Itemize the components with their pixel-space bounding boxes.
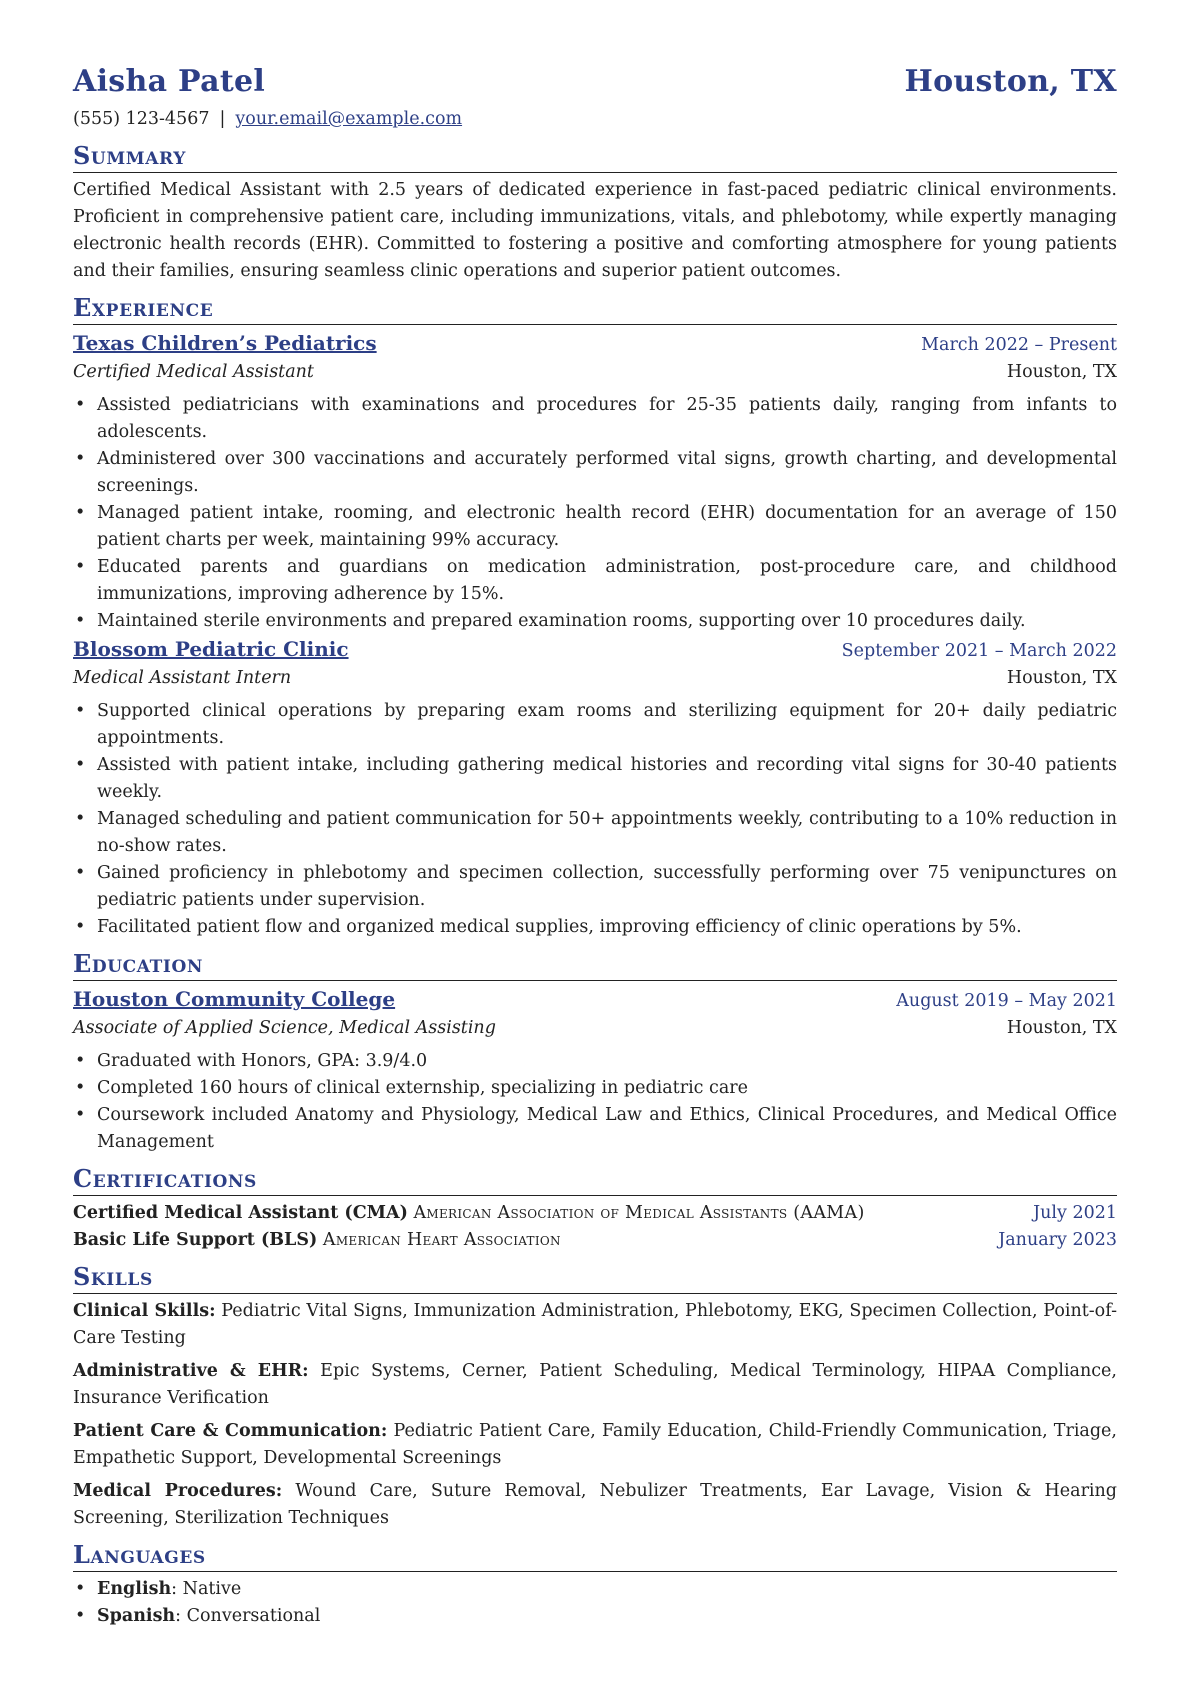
- education-section: [73, 949, 1117, 1156]
- list-item: [97, 1576, 1117, 1603]
- employer-name[interactable]: Blossom Pediatric Clinic: [73, 637, 349, 661]
- languages-section: [73, 1540, 1117, 1630]
- skill-group: [73, 1358, 1117, 1412]
- skill-label: Administrative & EHR:: [73, 1361, 309, 1381]
- employment-dates: September 2021 – March 2022: [841, 641, 1117, 661]
- list-item: • Graduated with Honors, GPA: 3.9/4.0: [97, 1048, 1117, 1075]
- experience-entry: [73, 635, 1117, 941]
- section-title-languages: Languages: [73, 1540, 1117, 1572]
- language-name: English: [97, 1579, 172, 1599]
- language-level: : Conversational: [175, 1606, 321, 1626]
- phone-number: (555) 123-4567: [73, 109, 210, 129]
- candidate-name: Aisha Patel: [73, 64, 266, 99]
- list-item: • Facilitated patient flow and organized medical supplies, improving efficiency of clinic operations by 5%.: [97, 914, 1117, 941]
- experience-section: [73, 293, 1117, 941]
- job-title: Medical Assistant Intern: [73, 668, 292, 688]
- section-title-education: Education: [73, 949, 1117, 981]
- employment-dates: March 2022 – Present: [921, 335, 1117, 355]
- list-item: [97, 1603, 1117, 1630]
- list-item: • Gained proficiency in phlebotomy and specimen collection, successfully performing over 75 venipunctures on pediatric patients under supervision.: [97, 860, 1117, 914]
- language-list: [73, 1576, 1117, 1630]
- contact-line: [73, 106, 1117, 133]
- school-name[interactable]: Houston Community College: [73, 987, 396, 1011]
- certification-issuer: American Heart Association: [322, 1230, 561, 1250]
- degree: Associate of Applied Science, Medical Assisting: [73, 1018, 496, 1038]
- list-item: • Assisted pediatricians with examinations and procedures for 25-35 patients daily, ranging from infants to adolescents.: [97, 392, 1117, 446]
- section-title-skills: Skills: [73, 1262, 1117, 1294]
- certification-row: [73, 1200, 1117, 1227]
- certification-date: January 2023: [998, 1230, 1117, 1250]
- certification-row: [73, 1227, 1117, 1254]
- job-title: Certified Medical Assistant: [73, 362, 314, 382]
- job-location: Houston, TX: [1006, 668, 1117, 688]
- employer-name[interactable]: Texas Children’s Pediatrics: [73, 331, 377, 355]
- candidate-city: Houston, TX: [904, 64, 1117, 99]
- language-level: : Native: [171, 1579, 242, 1599]
- list-item: • Assisted with patient intake, including gathering medical histories and recording vital signs for 30-40 patients weekly.: [97, 752, 1117, 806]
- list-item: • Completed 160 hours of clinical externship, specializing in pediatric care: [97, 1075, 1117, 1102]
- skills-section: [73, 1262, 1117, 1532]
- skill-list: Epic Systems, Cerner, Patient Scheduling, Medical Terminology, HIPAA Compliance, Insurance Verification: [73, 1361, 1117, 1408]
- language-name: Spanish: [97, 1606, 176, 1626]
- job-location: Houston, TX: [1006, 362, 1117, 382]
- experience-bullets: [73, 698, 1117, 941]
- certification-date: July 2021: [1033, 1203, 1117, 1223]
- list-item: • Supported clinical operations by preparing exam rooms and sterilizing equipment for 20+ daily pediatric appointments.: [97, 698, 1117, 752]
- experience-bullets: [73, 392, 1117, 635]
- skill-group: [73, 1418, 1117, 1472]
- education-bullets: [73, 1048, 1117, 1156]
- school-location: Houston, TX: [1006, 1018, 1117, 1038]
- section-title-summary: Summary: [73, 141, 1117, 173]
- summary-section: [73, 141, 1117, 285]
- certifications-section: [73, 1164, 1117, 1254]
- skill-label: Medical Procedures:: [73, 1481, 283, 1501]
- list-item: • Educated parents and guardians on medication administration, post-procedure care, and childhood immunizations, improving adherence by 15%.: [97, 554, 1117, 608]
- list-item: • Managed scheduling and patient communication for 50+ appointments weekly, contributing to a 10% reduction in no-show rates.: [97, 806, 1117, 860]
- list-item: • Administered over 300 vaccinations and accurately performed vital signs, growth charting, and developmental screenings.: [97, 446, 1117, 500]
- list-item: • Coursework included Anatomy and Physiology, Medical Law and Ethics, Clinical Procedures, and Medical Office Management: [97, 1102, 1117, 1156]
- list-item: • Maintained sterile environments and prepared examination rooms, supporting over 10 procedures daily.: [97, 608, 1117, 635]
- summary-text: Certified Medical Assistant with 2.5 years of dedicated experience in fast-paced pediatric clinical environments. Proficient in comprehensive patient care, including immunizations, vitals, and phlebotomy, while expertly managing electronic health records (EHR). Committed to fostering a positive and comforting atmosphere for young patients and their families, ensuring seamless clinic operations and superior patient outcomes.: [73, 180, 1117, 281]
- skill-list: Wound Care, Suture Removal, Nebulizer Treatments, Ear Lavage, Vision & Hearing Screening, Sterilization Techniques: [73, 1481, 1117, 1528]
- certification-name: Certified Medical Assistant (CMA): [73, 1203, 408, 1223]
- section-title-experience: Experience: [73, 293, 1117, 325]
- skill-group: [73, 1478, 1117, 1532]
- resume-header: [73, 62, 1117, 102]
- skill-label: Clinical Skills:: [73, 1301, 216, 1321]
- certification-issuer: American Association of Medical Assistants (AAMA): [413, 1203, 865, 1223]
- certification-name: Basic Life Support (BLS): [73, 1230, 318, 1250]
- skill-list: Pediatric Vital Signs, Immunization Administration, Phlebotomy, EKG, Specimen Collection, Point-of-Care Testing: [73, 1301, 1117, 1348]
- education-dates: August 2019 – May 2021: [896, 991, 1117, 1011]
- contact-separator: |: [219, 109, 226, 129]
- skill-list: Pediatric Patient Care, Family Education, Child-Friendly Communication, Triage, Empathetic Support, Developmental Screenings: [73, 1421, 1117, 1468]
- skill-group: [73, 1298, 1117, 1352]
- experience-entry: [73, 329, 1117, 635]
- skill-label: Patient Care & Communication:: [73, 1421, 388, 1441]
- list-item: • Managed patient intake, rooming, and electronic health record (EHR) documentation for an average of 150 patient charts per week, maintaining 99% accuracy.: [97, 500, 1117, 554]
- email-link[interactable]: your.email@example.com: [235, 109, 463, 129]
- section-title-certifications: Certifications: [73, 1164, 1117, 1196]
